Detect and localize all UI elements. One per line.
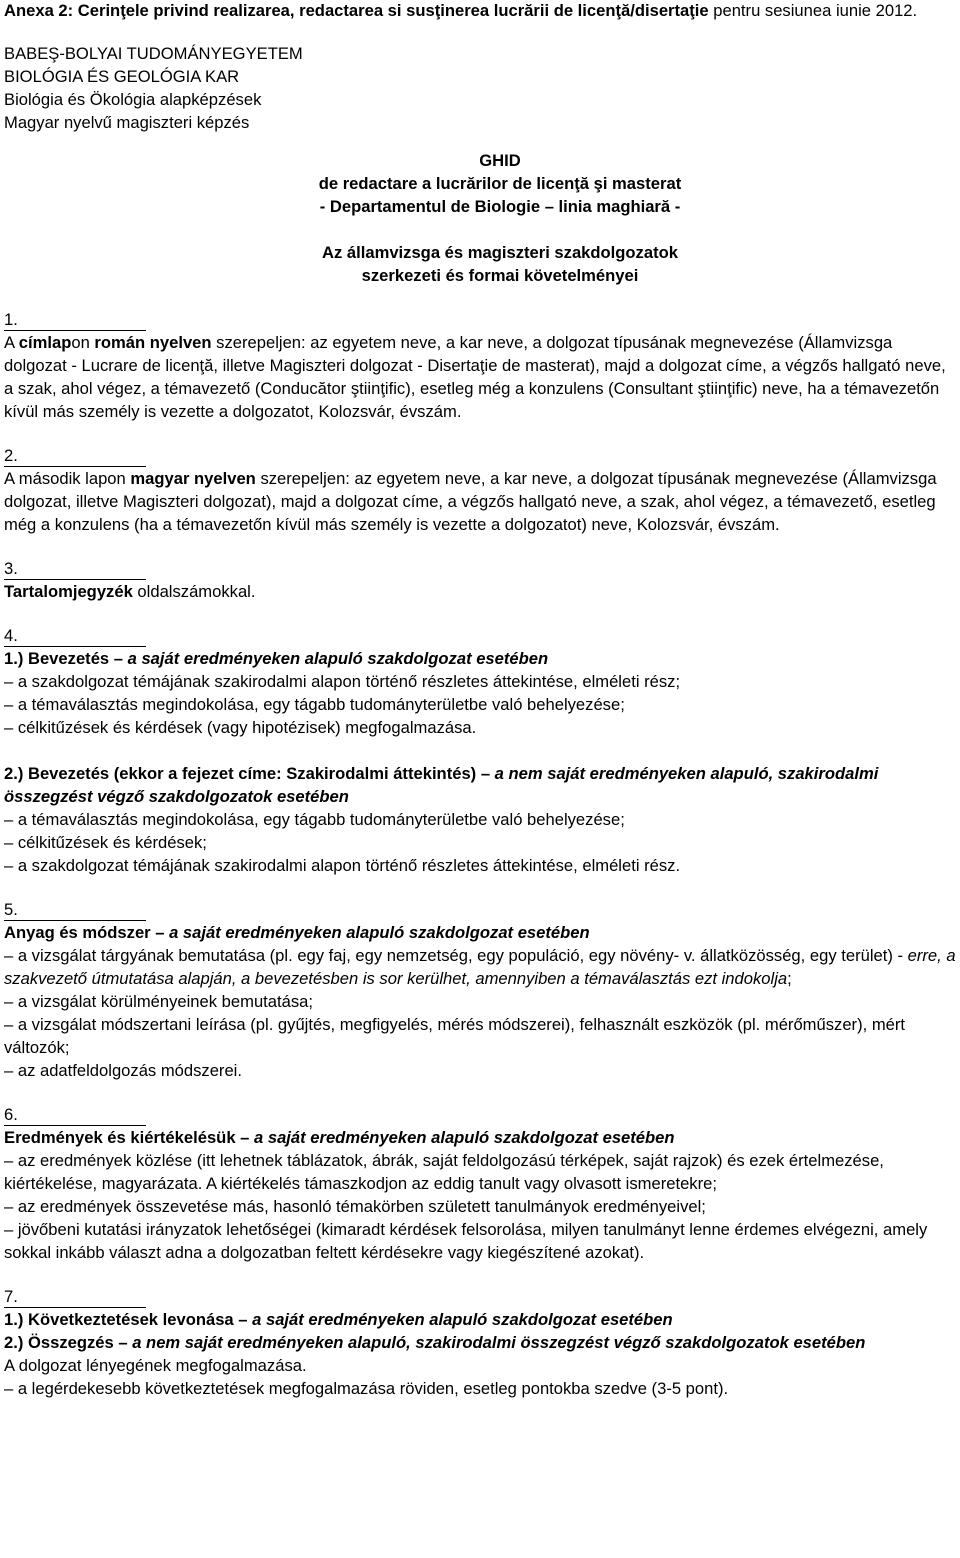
- section-7: [4, 1285, 956, 1400]
- section-6: [4, 1103, 956, 1264]
- text-run: ;: [787, 969, 792, 988]
- subtitle-line-2: szerkezeti és formai követelményei: [361, 266, 639, 285]
- heading-bold: Eredmények és kiértékelésük: [4, 1128, 236, 1147]
- text-bold: Tartalomjegyzék: [4, 582, 133, 601]
- ghid-line-1: de redactare a lucrărilor de licenţă şi masterat: [318, 174, 682, 193]
- annex-suffix: pentru sesiunea iunie 2012.: [708, 1, 918, 20]
- heading-bold: 1.) Következtetések levonása: [4, 1310, 234, 1329]
- list-item: – a vizsgálat módszertani leírása (pl. gyűjtés, megfigyelés, mérés módszerei), felhasznált eszközök (pl. mérőműszer), mért változók;: [4, 1015, 906, 1057]
- section-4-heading-1: [4, 647, 956, 670]
- section-4-heading-2: [4, 762, 956, 808]
- section-5-heading: [4, 921, 956, 944]
- text-bold: román nyelven: [94, 333, 212, 352]
- heading-italic: a saját eredményeken alapuló szakdolgozat esetében: [127, 649, 549, 668]
- summary-line: A dolgozat lényegének megfogalmazása.: [4, 1356, 307, 1375]
- heading-italic: a nem saját eredményeken alapuló, szakirodalmi összegzést végző szakdolgozatok esetében: [132, 1333, 866, 1352]
- list-item: – a szakdolgozat témájának szakirodalmi alapon történő részletes áttekintése, elméleti rész;: [4, 672, 681, 691]
- heading-dash: –: [109, 649, 128, 668]
- annex-heading: [4, 0, 956, 22]
- section-5: [4, 898, 956, 1082]
- program-master: Magyar nyelvű magiszteri képzés: [4, 113, 250, 132]
- section-3-text: [4, 580, 956, 603]
- text-run: on: [71, 333, 95, 352]
- section-2: [4, 444, 956, 536]
- faculty-name: BIOLÓGIA ÉS GEOLÓGIA KAR: [4, 67, 240, 86]
- text-run: A második lapon: [4, 469, 131, 488]
- text-italic: erre, a szakvezető útmutatása alapján, a bevezetésben is sor kerülhet, amennyiben a témaválasztás ezt indokolja: [4, 946, 956, 988]
- list-item: – a szakdolgozat témájának szakirodalmi alapon történő részletes áttekintése, elméleti rész.: [4, 856, 681, 875]
- heading-bold: Anyag és módszer: [4, 923, 151, 942]
- document-page: [4, 0, 956, 1400]
- annex-prefix: Anexa 2:: [4, 1, 78, 20]
- list-item: – a legérdekesebb következtetések megfogalmazása röviden, esetleg pontokba szedve (3-5 pont).: [4, 1379, 729, 1398]
- heading-dash: –: [113, 1333, 133, 1352]
- heading-dash: –: [233, 1310, 253, 1329]
- text-run: – a vizsgálat tárgyának bemutatása (pl. egy faj, egy nemzetség, egy populáció, egy növény- v. állatközösség, egy terület) -: [4, 946, 908, 965]
- list-item: – a témaválasztás megindokolása, egy tágabb tudományterületbe való behelyezése;: [4, 695, 625, 714]
- list-item: – a témaválasztás megindokolása, egy tágabb tudományterületbe való behelyezése;: [4, 810, 625, 829]
- section-number: 6.: [4, 1106, 146, 1126]
- section-number: 2.: [4, 447, 146, 467]
- list-item: – a vizsgálat körülményeinek bemutatása;: [4, 992, 313, 1011]
- list-item: – jövőbeni kutatási irányzatok lehetőségei (kimaradt kérdések felsorolása, milyen tanulmányt lenne érdemes elvégezni, amely sokkal inkább választ adna a dolgozatban feltett kérdésekre vagy kiegészítené azokat).: [4, 1220, 928, 1262]
- section-number: 5.: [4, 901, 146, 921]
- section-number: 1.: [4, 311, 146, 331]
- text-bold: címlap: [18, 333, 72, 352]
- heading-bold: 2.) Összegzés: [4, 1333, 114, 1352]
- text-bold: magyar nyelven: [130, 469, 256, 488]
- section-2-text: [4, 467, 956, 536]
- list-item: – célkitűzések és kérdések;: [4, 833, 207, 852]
- list-item: – az eredmények összevetése más, hasonló témakörben született tanulmányok eredményeivel;: [4, 1197, 706, 1216]
- annex-title: Cerinţele privind realizarea, redactarea si susţinerea lucrării de licenţă/disertaţie: [77, 1, 709, 20]
- section-3: [4, 557, 956, 603]
- text-run: A: [4, 333, 19, 352]
- ghid-title: GHID: [479, 151, 521, 170]
- university-name: BABEŞ-BOLYAI TUDOMÁNYEGYETEM: [4, 44, 303, 63]
- list-item: – az eredmények közlése (itt lehetnek táblázatok, ábrák, saját feldolgozású térképek, saját rajzok) és ezek értelmezése, kiértékelése, magyarázata. A kiértékelés támaszkodjon az eddig tanult vagy olvasott ismeretekre;: [4, 1151, 884, 1193]
- section-6-heading: [4, 1126, 956, 1149]
- heading-italic: a saját eredményeken alapuló szakdolgozat esetében: [254, 1128, 675, 1147]
- heading-dash: –: [235, 1128, 254, 1147]
- subtitle-block: [4, 241, 956, 287]
- heading-dash: –: [150, 923, 170, 942]
- institution-block: [4, 42, 956, 134]
- text-run: oldalszámokkal.: [132, 582, 256, 601]
- section-4: [4, 624, 956, 877]
- section-number: 7.: [4, 1288, 146, 1308]
- list-item: – az adatfeldolgozás módszerei.: [4, 1061, 242, 1080]
- section-7-heading-1: [4, 1308, 956, 1331]
- text-run: szerepeljen: az egyetem neve, a kar neve, a dolgozat típusának megnevezése (Államvizsga dolgozat - Lucrare de licenţă, illetve Magiszteri dolgozat - Disertaţie de masterat), majd a dolgozat címe, a végzős hallgató neve, a szak, ahol végez, a témavezető (Conducător ştiinţific), esetleg még a konzulens (Consultant ştiinţific) neve, ha a témavezetőn kívül más személy is vezette a dolgozatot, Kolozsvár, évszám.: [4, 333, 946, 421]
- heading-italic: a saját eredményeken alapuló szakdolgozat esetében: [252, 1310, 673, 1329]
- ghid-block: [4, 149, 956, 218]
- heading-dash: –: [476, 764, 495, 783]
- list-item: [4, 944, 956, 990]
- section-1-text: [4, 331, 956, 423]
- section-number: 3.: [4, 560, 146, 580]
- ghid-line-2: - Departamentul de Biologie – linia maghiară -: [319, 197, 681, 216]
- heading-bold: 2.) Bevezetés (ekkor a fejezet címe: Szakirodalmi áttekintés): [4, 764, 477, 783]
- list-item: – célkitűzések és kérdések (vagy hipotézisek) megfogalmazása.: [4, 718, 477, 737]
- section-number: 4.: [4, 627, 146, 647]
- heading-italic: a saját eredményeken alapuló szakdolgozat esetében: [169, 923, 590, 942]
- section-1: [4, 308, 956, 423]
- subtitle-line-1: Az államvizsga és magiszteri szakdolgozatok: [322, 243, 678, 262]
- section-7-heading-2: [4, 1331, 956, 1354]
- heading-bold: 1.) Bevezetés: [4, 649, 110, 668]
- text-run: szerepeljen: az egyetem neve, a kar neve, a dolgozat típusának megnevezése (Államvizsga dolgozat, illetve Magiszteri dolgozat), majd a dolgozat címe, a végzős hallgató neve, a szak, ahol végez, a témavezető, esetleg még a konzulens (ha a témavezetőn kívül más személy is vezette a dolgozatot) neve, Kolozsvár, évszám.: [4, 469, 937, 534]
- program-bachelor: Biológia és Ökológia alapképzések: [4, 90, 262, 109]
- heading-italic: a nem saját eredményeken alapuló, szakirodalmi összegzést végző szakdolgozatok esetében: [4, 764, 879, 806]
